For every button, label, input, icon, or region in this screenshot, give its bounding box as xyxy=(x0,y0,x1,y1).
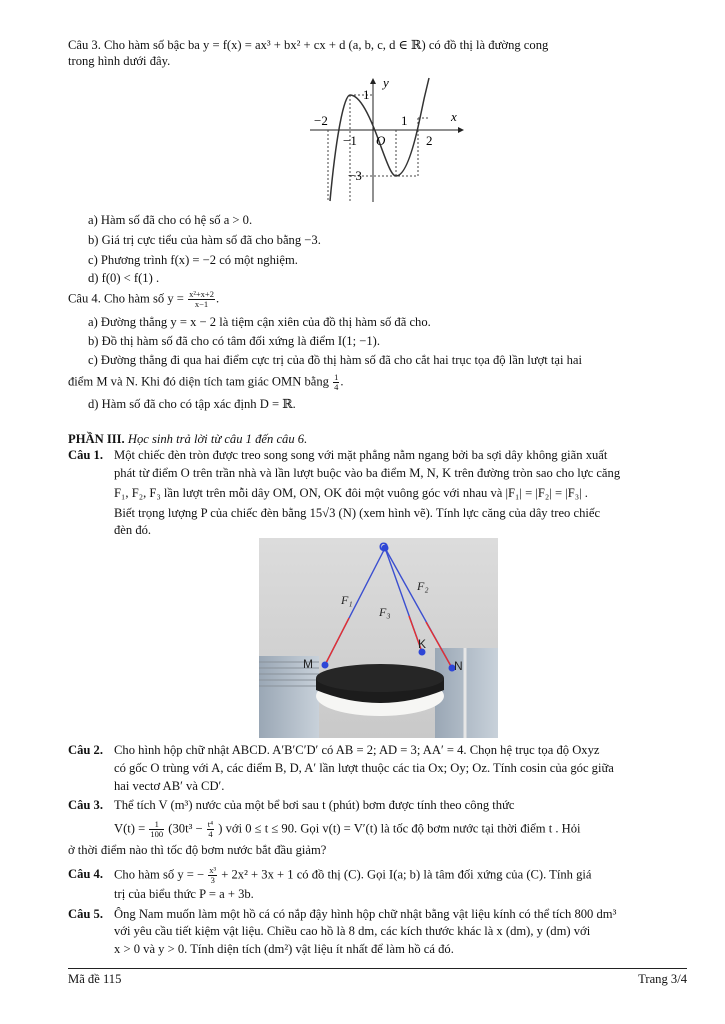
q3-option-c: c) Phương trình f(x) = −2 có một nghiệm. xyxy=(88,253,298,267)
footer-divider xyxy=(68,968,687,969)
p2-label-text: Câu 2. xyxy=(68,743,103,757)
q4-c2-text: điểm M và N. Khi đó diện tích tam giác OMN bằng xyxy=(68,374,329,389)
p1-line-4: Biết trọng lượng P của chiếc đèn bằng 15√3 (N) (xem hình vẽ). Tính lực căng của dây treo chiếc xyxy=(114,506,601,520)
p4-stem-post: + 2x² + 3x + 1 có đồ thị (C). Gọi I(a; b) là tâm đối xứng của (C). Tính giá xyxy=(221,867,592,882)
q4-fraction xyxy=(188,290,215,309)
q4-frac-den: x−1 xyxy=(194,299,209,309)
q3-option-b: b) Giá trị cực tiểu của hàm số đã cho bằng −3. xyxy=(88,233,321,247)
q4-c2-fraction xyxy=(333,373,339,392)
photo-label-f2: F₂ xyxy=(417,579,429,593)
p1-label-text: Câu 1. xyxy=(68,448,103,462)
p1-line-1: Một chiếc đèn tròn được treo song song với mặt phẳng nằm ngang bởi ba sợi dây không giãn xuất xyxy=(114,448,608,462)
q4-c2-den: 4 xyxy=(334,382,339,392)
photo-label-f1: F₁ xyxy=(341,593,353,607)
photo-label-o: O xyxy=(379,540,389,554)
p4-stem: Cho hàm số y = − xyxy=(114,867,205,882)
q4-option-a: a) Đường thẳng y = x − 2 là tiệm cận xiên của đồ thị hàm số đã cho. xyxy=(88,315,431,329)
p3-frac-2-num: t⁴ xyxy=(207,819,214,829)
p2-line-3: hai vectơ AB′ và CD′. xyxy=(114,779,225,793)
graph-label-2: 2 xyxy=(426,133,433,148)
photo-label-n: N xyxy=(454,659,463,673)
q3-line-1: Câu 3. Cho hàm số bậc ba y = f(x) = ax³ + bx² + cx + d (a, b, c, d ∈ ℝ) có đồ thị là đường cong xyxy=(68,38,549,52)
p4-frac-num: x³ xyxy=(209,865,217,875)
q3-option-d: d) f(0) < f(1) . xyxy=(88,271,160,285)
p3-frac-1-den: 100 xyxy=(150,829,164,839)
q3-option-a: a) Hàm số đã cho có hệ số a > 0. xyxy=(88,213,253,227)
p5-line-1: Ông Nam muốn làm một hồ cá có nắp đậy hình hộp chữ nhật bằng vật liệu kính có thể tích 800 dm³ xyxy=(114,907,617,921)
p3-frac-2-den: 4 xyxy=(208,829,213,839)
q3-line-2: trong hình dưới đây. xyxy=(68,54,171,68)
graph-label-1y: 1 xyxy=(363,87,370,102)
p1-line-5: đèn đó. xyxy=(114,523,152,537)
p5-line-2: với yêu cầu tiết kiệm vật liệu. Chiều cao hồ là 8 dm, các kích thước khác là x (dm), y (dm) với xyxy=(114,924,591,938)
q4-stem: Câu 4. Cho hàm số y = xyxy=(68,291,184,306)
q4-option-c-line1: c) Đường thẳng đi qua hai điểm cực trị của đồ thị hàm số đã cho cắt hai trục tọa độ lần lượt tại hai xyxy=(88,353,583,367)
cubic-graph xyxy=(308,76,468,204)
p4-label-text: Câu 4. xyxy=(68,867,103,881)
photo-label-k: K xyxy=(418,637,427,651)
p2-line-1: Cho hình hộp chữ nhật ABCD. A′B′C′D′ có AB = 2; AD = 3; AA′ = 4. Chọn hệ trục tọa độ Oxyz xyxy=(114,743,600,757)
photo-label-f3: F₃ xyxy=(379,605,391,619)
photo-label-m: M xyxy=(303,657,313,671)
graph-label-origin: O xyxy=(376,133,386,148)
q4-option-b: b) Đồ thị hàm số đã cho có tâm đối xứng là điểm I(1; −1). xyxy=(88,334,380,348)
graph-label-neg3: −3 xyxy=(348,168,362,183)
q4-c2-num: 1 xyxy=(334,372,339,382)
p3-frac-1 xyxy=(149,820,164,839)
p3-line-1: Thể tích V (m³) nước của một bể bơi sau t (phút) bơm được tính theo công thức xyxy=(114,798,515,812)
p2-line-2: có gốc O trùng với A, các điểm B, D, A′ lần lượt thuộc các tia Ox; Oy; Oz. Tính cosin của góc giữa xyxy=(114,761,614,775)
footer-exam-code: Mã đề 115 xyxy=(68,972,122,986)
q4-option-d: d) Hàm số đã cho có tập xác định D = ℝ. xyxy=(88,397,296,411)
part3-title-italic: Học sinh trả lời từ câu 1 đến câu 6. xyxy=(127,432,308,446)
p3-line-2 xyxy=(114,820,687,839)
q4-option-c-line2: điểm M và N. Khi đó diện tích tam giác OMN bằng $\frac{1}{4}$ . xyxy=(68,372,344,392)
p1-line-2: phát từ điểm O trên trần nhà và lần lượt buộc vào ba điểm M, N, K trên đường tròn sao cho lực căng xyxy=(114,466,621,480)
p4-line-1 xyxy=(114,866,687,885)
graph-x-label: x xyxy=(451,109,457,124)
p3-label-text: Câu 3. xyxy=(68,798,103,812)
p5-label-text: Câu 5. xyxy=(68,907,103,921)
p4-line-2: trị của biểu thức P = a + 3b. xyxy=(114,887,254,901)
graph-label-neg1: −1 xyxy=(343,133,357,148)
graph-y-label: y xyxy=(383,76,389,90)
p3-frac-1-num: 1 xyxy=(149,820,164,830)
p3-line-3: ở thời điểm nào thì tốc độ bơm nước bắt đầu giảm? xyxy=(68,843,327,857)
footer-page-number: Trang 3/4 xyxy=(638,972,687,986)
p3-formula-pre: V(t) = xyxy=(114,821,146,836)
part3-title-bold: PHẦN III. xyxy=(68,432,125,446)
p3-formula-post: ) với 0 ≤ t ≤ 90. Gọi v(t) = V′(t) là tốc độ bơm nước tại thời điểm t . Hỏi xyxy=(218,821,581,836)
q4-line-1: Câu 4. Cho hàm số y = $\frac{\text{x²+x+2}}{x-1}$ . xyxy=(68,289,220,309)
graph-label-1x: 1 xyxy=(401,113,408,128)
p1-line-3: F₁, F₂, F₃ lần lượt trên mỗi dây OM, ON, OK đôi một vuông góc với nhau và |F₁| = |F₂| = |F₃| . xyxy=(114,486,588,500)
q4-frac-num: x²+x+2 xyxy=(189,289,214,299)
part3-title xyxy=(68,431,687,447)
p5-line-3: x > 0 và y > 0. Tính diện tích (dm²) vật liệu ít nhất để làm hồ cá đó. xyxy=(114,942,454,956)
p4-frac-den: 3 xyxy=(210,875,215,885)
p3-frac-2 xyxy=(207,820,214,839)
graph-label-neg2: −2 xyxy=(314,113,328,128)
p4-frac xyxy=(208,866,217,885)
lamp-photo xyxy=(259,538,498,738)
p3-formula-mid: (30t³ − xyxy=(168,821,203,836)
